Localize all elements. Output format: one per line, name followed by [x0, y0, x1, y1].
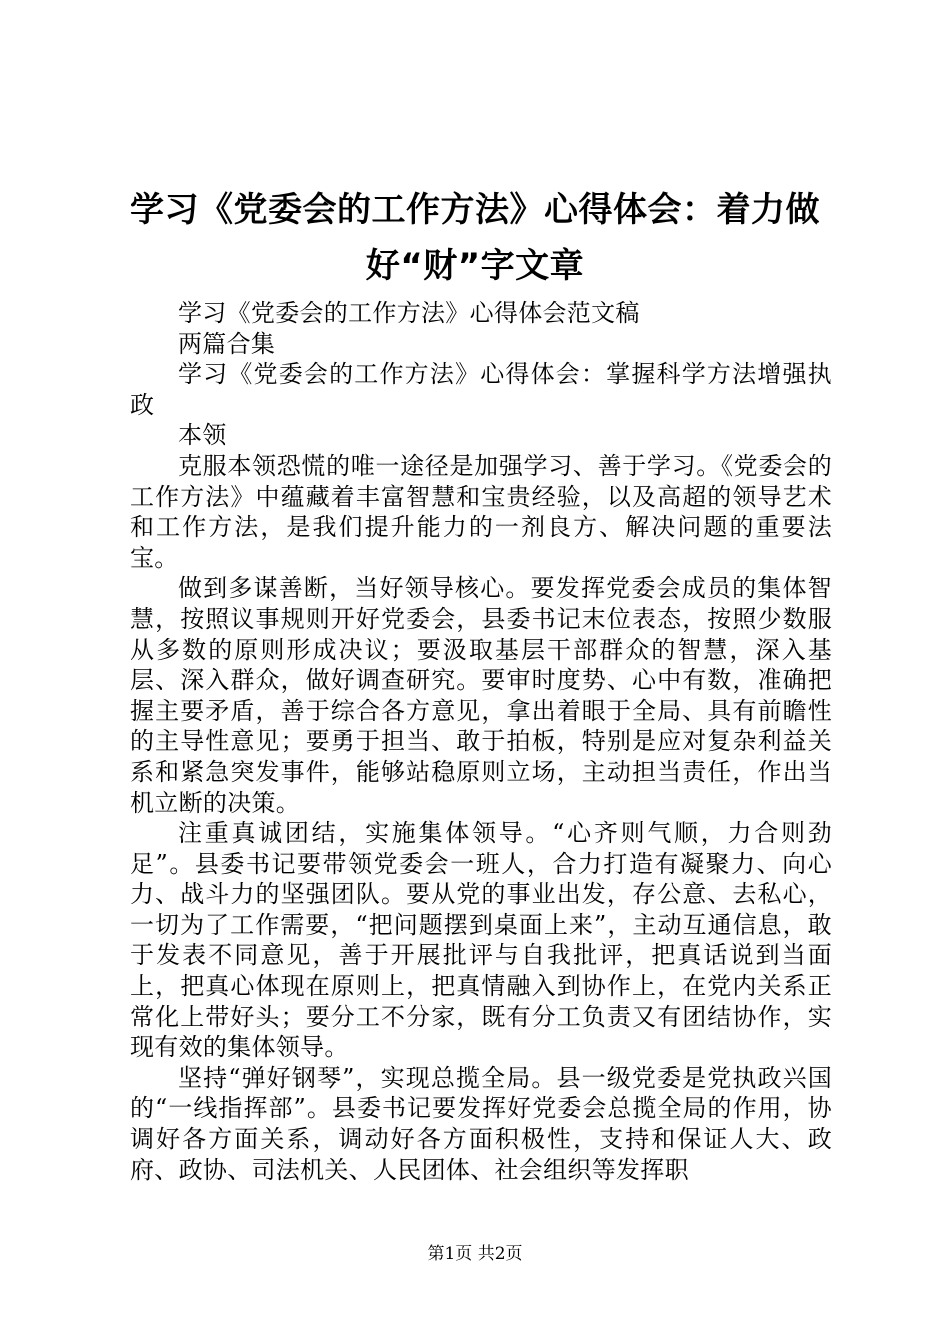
paragraph-section-heading: 学习《党委会的工作方法》心得体会：掌握科学方法增强执政 [130, 360, 832, 419]
paragraph-body: 注重真诚团结，实施集体领导。“心齐则气顺，力合则劲足”。县委书记要带领党委会一班人，合力打造有凝聚力、向心力、战斗力的坚强团队。要从党的事业出发，存公意、去私心，一切为了工作需要，“把问题摆到桌面上来”，主动互通信息，敢于发表不同意见，善于开展批评与自我批评，把真话说到当面上，把真心体现在原则上，把真情融入到协作上，在党内关系正常化上带好头；要分工不分家，既有分工负责又有团结协作，实现有效的集体领导。 [130, 819, 832, 1062]
paragraph-body: 克服本领恐慌的唯一途径是加强学习、善于学习。《党委会的工作方法》中蕴藏着丰富智慧和宝贵经验，以及高超的领导艺术和工作方法，是我们提升能力的一剂良方、解决问题的重要法宝。 [130, 451, 832, 572]
paragraph-subtitle: 学习《党委会的工作方法》心得体会范文稿 [178, 299, 640, 327]
paragraph-body: 做到多谋善断，当好领导核心。要发挥党委会成员的集体智慧，按照议事规则开好党委会，县委书记末位表态，按照少数服从多数的原则形成决议；要汲取基层干部群众的智慧，深入基层、深入群众，做好调查研究。要审时度势、心中有数，准确把握主要矛盾，善于综合各方意见，拿出着眼于全局、具有前瞻性的主导性意见；要勇于担当、敢于拍板，特别是应对复杂利益关系和紧急突发事件，能够站稳原则立场，主动担当责任，作出当机立断的决策。 [130, 574, 832, 817]
document-title: 学习《党委会的工作方法》心得体会：着力做好“财”字文章 [130, 190, 820, 286]
page-number-footer: 第1页 共2页 [427, 1244, 523, 1264]
paragraph-collection-note: 两篇合集 [178, 329, 276, 358]
document-body [130, 298, 832, 1185]
paragraph-body: 坚持“弹好钢琴”，实现总揽全局。县一级党委是党执政兴国的“一线指挥部”。县委书记要发挥好党委会总揽全局的作用，协调好各方面关系，调动好各方面积极性，支持和保证人大、政府、政协、司法机关、人民团体、社会组织等发挥职 [130, 1063, 832, 1184]
paragraph-section-heading-cont: 本领 [178, 421, 227, 450]
